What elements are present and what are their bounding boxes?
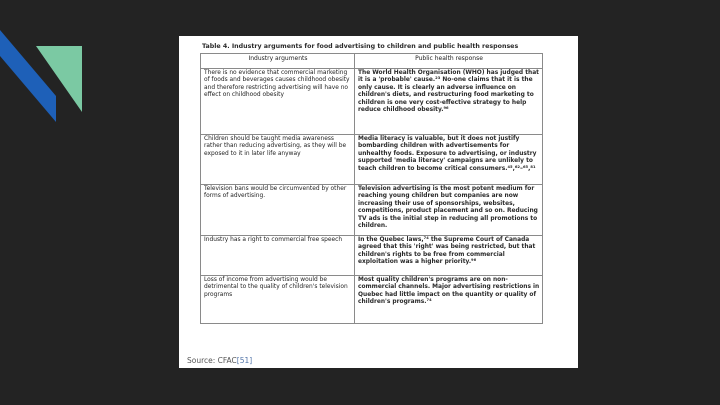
corner-decoration <box>0 0 90 130</box>
argument-cell: Children should be taught media awareness rather than reducing advertising, as they will be exposed to it in later life anyway <box>201 135 355 185</box>
source-label: Source: CFAC <box>187 356 237 365</box>
response-cell: The World Health Organisation (WHO) has judged that it is a 'probable' cause.²³ No-one claims that it is the only cause. It is clearly an adverse influence on children's diets, and restructuring food marketing to children is one very cost-effective strategy to help reduce childhood obesity.⁹⁶ <box>355 69 543 135</box>
blue-ribbon-shape <box>0 30 56 122</box>
source-caption <box>187 356 252 365</box>
argument-cell: Television bans would be circumvented by other forms of advertising. <box>201 185 355 236</box>
response-cell: Television advertising is the most potent medium for reaching young children but companies are now increasing their use of sponsorships, websites, competitions, product placement and so on. Reducing TV ads is the initial step in reducing all promotions to children. <box>355 185 543 236</box>
response-cell: Most quality children's programs are on non-commercial channels. Major advertising restrictions in Quebec had little impact on the quantity or quality of children's programs.⁷⁴ <box>355 276 543 324</box>
table-header-row <box>201 54 543 69</box>
table-row <box>201 135 543 185</box>
table-row <box>201 276 543 324</box>
document-image <box>179 36 578 368</box>
header-public-health-response: Public health response <box>355 54 543 69</box>
argument-cell: There is no evidence that commercial marketing of foods and beverages causes childhood obesity and therefore restricting advertising will have no effect on childhood obesity <box>201 69 355 135</box>
response-cell: In the Quebec laws,⁷⁴ the Supreme Court of Canada agreed that this 'right' was being restricted, but that children's rights to be free from commercial exploitation was a higher priority.⁹⁶ <box>355 236 543 276</box>
arguments-table <box>200 53 543 324</box>
table-row <box>201 69 543 135</box>
table-row <box>201 236 543 276</box>
header-industry-arguments: Industry arguments <box>201 54 355 69</box>
response-cell: Media literacy is valuable, but it does not justify bombarding children with advertisements for unhealthy foods. Exposure to advertising, or industry supported 'media literacy' campaigns are unlikely to teach children to become critical consumers.⁴⁵,⁶²–⁶⁵,⁸¹ <box>355 135 543 185</box>
argument-cell: Industry has a right to commercial free speech <box>201 236 355 276</box>
source-reference-link[interactable]: [51] <box>236 356 253 365</box>
argument-cell: Loss of income from advertising would be detrimental to the quality of children's television programs <box>201 276 355 324</box>
table-title: Table 4. Industry arguments for food advertising to children and public health responses <box>202 43 519 50</box>
table-row <box>201 185 543 236</box>
